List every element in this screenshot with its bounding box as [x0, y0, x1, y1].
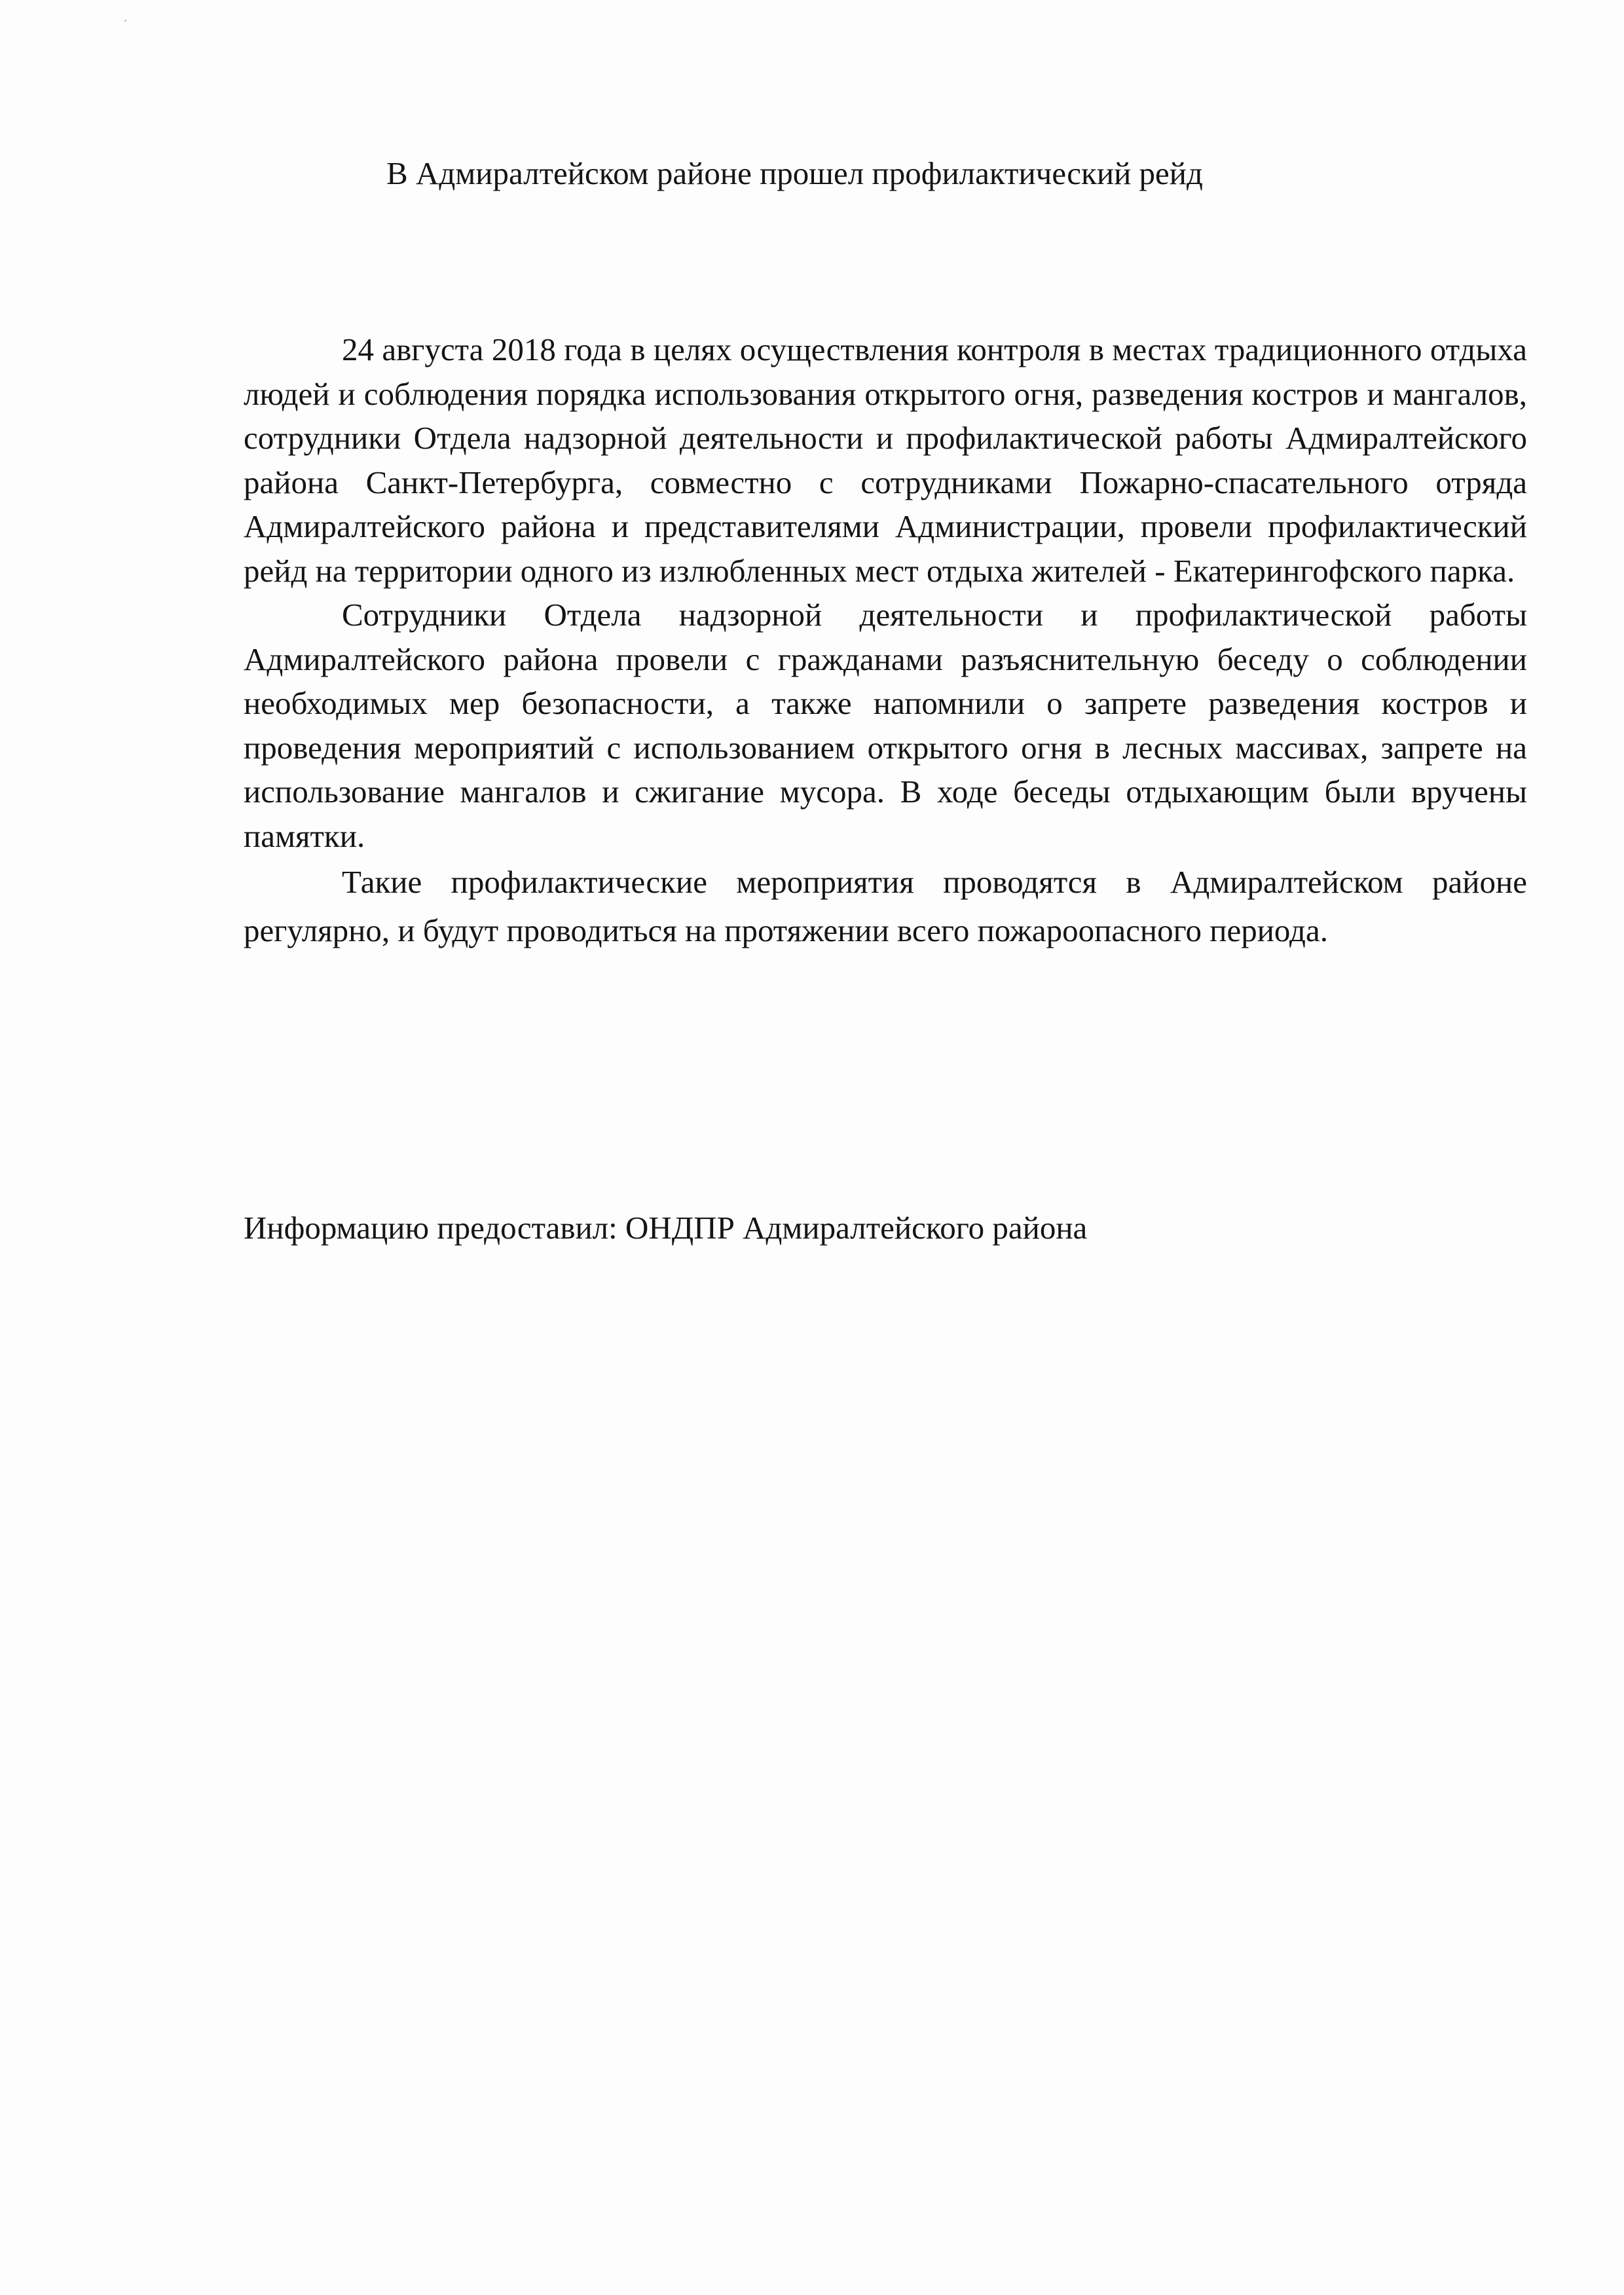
- document-body: [244, 327, 1527, 955]
- document-title: В Адмиралтейском районе прошел профилактический рейд: [386, 155, 1203, 191]
- information-source: Информацию предоставил: ОНДПР Адмиралтейского района: [244, 1210, 1088, 1246]
- paragraph-explanatory-talk: Сотрудники Отдела надзорной деятельности и профилактической работы Адмиралтейского района провели с гражданами разъяснительную беседу о соблюдении необходимых мер безопасности, а также напомнили о запрете разведения костров и проведения мероприятий с использованием открытого огня в лесных массивах, запрете на использование мангалов и сжигание мусора. В ходе беседы отдыхающим были вручены памятки.: [244, 597, 1527, 854]
- paragraph-regular-measures: Такие профилактические мероприятия проводятся в Адмиралтейском районе регулярно, и будут проводиться на протяжении всего пожароопасного периода.: [244, 864, 1527, 948]
- paragraph-raid-description: 24 августа 2018 года в целях осуществления контроля в местах традиционного отдыха людей и соблюдения порядка использования открытого огня, разведения костров и мангалов, сотрудники Отдела надзорной деятельности и профилактической работы Адмиралтейского района Санкт-Петербурга, совместно с сотрудниками Пожарно-спасательного отряда Адмиралтейского района и представителями Администрации, провели профилактический рейд на территории одного из излюбленных мест отдыха жителей - Екатерингофского парка.: [244, 331, 1527, 589]
- scan-speck: [124, 20, 126, 22]
